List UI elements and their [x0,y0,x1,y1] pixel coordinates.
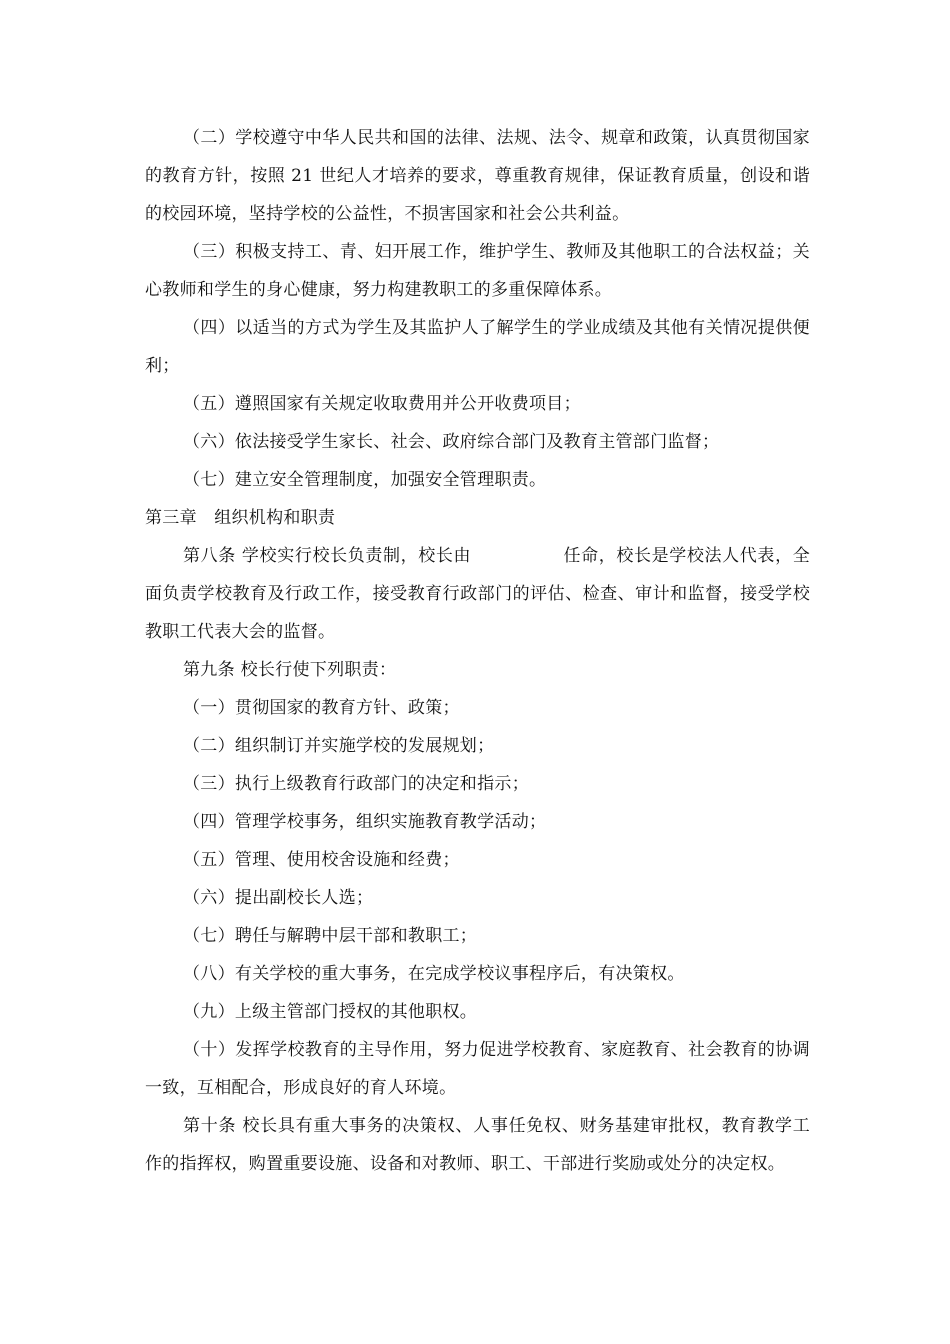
article-8 [145,537,810,651]
duty-item: （二）组织制订并实施学校的发展规划； [183,736,495,756]
clause-5: （五）遵照国家有关规定收取费用并公开收费项目； [183,394,581,414]
duty-item: （七）聘任与解聘中层干部和教职工； [183,926,478,946]
duty-item: （六）提出副校长人选； [183,888,374,908]
article-9-intro: 第九条 校长行使下列职责： [183,660,397,680]
duty-item: （十）发挥学校教育的主导作用，努力促进学校教育、家庭教育、社会教育的协调一致，互相配合，形成良好的育人环境。 [145,1040,810,1098]
clause-2: （二）学校遵守中华人民共和国的法律、法规、法令、规章和政策，认真贯彻国家的教育方针，按照 21 世纪人才培养的要求，尊重教育规律，保证教育质量，创设和谐的校园环境，坚持学校的公益性，不损害国家和社会公共利益。 [145,128,810,224]
duty-item: （三）执行上级教育行政部门的决定和指示； [183,774,529,794]
article-8-part2: 任命，校长是学校法人代表，全面负责学校教育及行政工作，接受教育行政部门的评估、检查、审计和监督，接受学校教职工代表大会的监督。 [145,546,810,642]
clause-6: （六）依法接受学生家长、社会、政府综合部门及教育主管部门监督； [183,432,720,452]
duty-item: （五）管理、使用校舍设施和经费； [183,850,460,870]
duty-item: （一）贯彻国家的教育方针、政策； [183,698,460,718]
duty-item: （八）有关学校的重大事务，在完成学校议事程序后，有决策权。 [183,964,685,984]
clause-7: （七）建立安全管理制度，加强安全管理职责。 [183,470,547,490]
duty-item: （九）上级主管部门授权的其他职权。 [183,1002,478,1022]
clause-3: （三）积极支持工、青、妇开展工作，维护学生、教师及其他职工的合法权益；关心教师和学生的身心健康，努力构建教职工的多重保障体系。 [145,242,810,300]
chapter-heading: 第三章 组织机构和职责 [145,508,336,528]
article-10: 第十条 校长具有重大事务的决策权、人事任免权、财务基建审批权，教育教学工作的指挥权，购置重要设施、设备和对教师、职工、干部进行奖励或处分的决定权。 [145,1116,810,1174]
document-body [145,119,810,1183]
article-8-part1: 第八条 学校实行校长负责制，校长由 [183,546,472,566]
clause-4: （四）以适当的方式为学生及其监护人了解学生的学业成绩及其他有关情况提供便利； [145,318,810,376]
duty-item: （四）管理学校事务，组织实施教育教学活动； [183,812,547,832]
